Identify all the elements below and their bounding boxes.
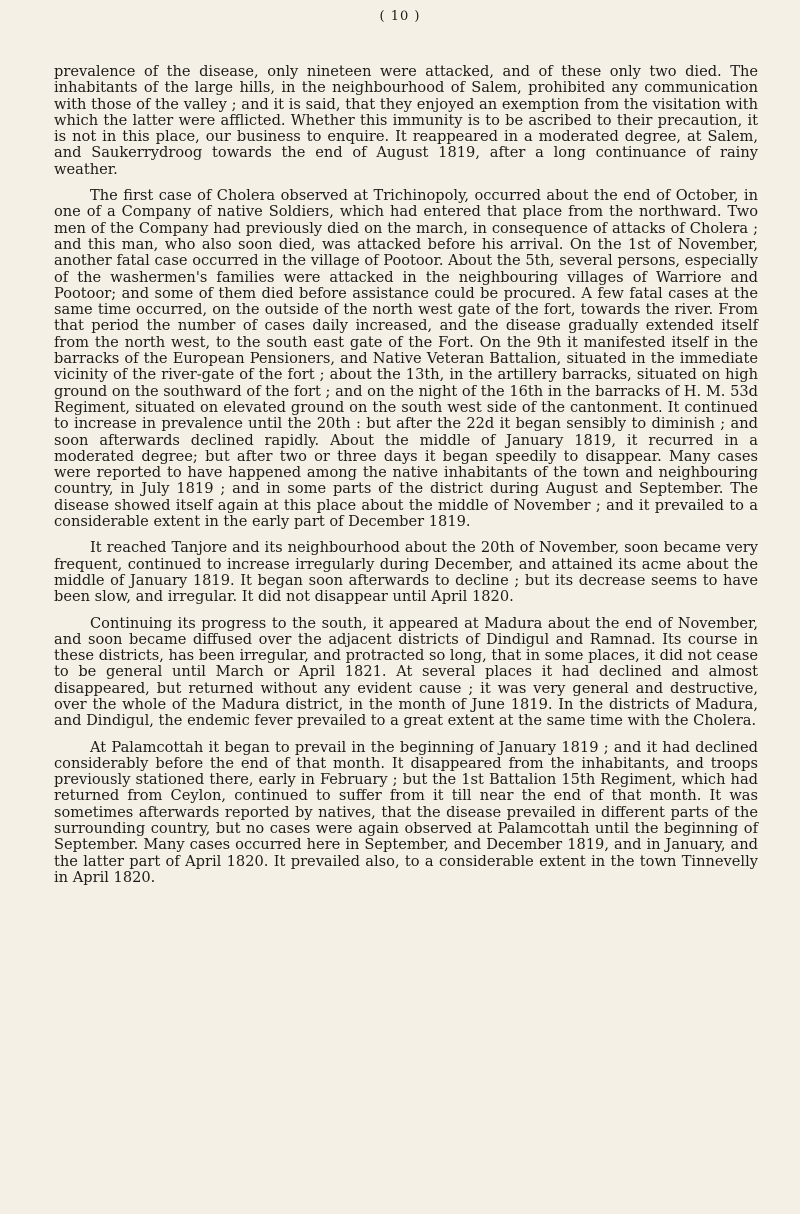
paragraph-madura: Continuing its progress to the south, it appeared at Madura about the end of November, and soon became diffused over the adjacent districts of Dindigul and Ramnad. Its course in these districts, has been irregular, and protracted so long, that in some places, it did not cease to be general until March or April 1821. At several places it had declined and almost disappeared, but returned without any evident cause ; it was very general and destructive, over the whole of the Madura district, in the month of June 1819. In the districts of Madura, and Dindigul, the endemic fever prevailed to a great extent at the same time with the Cholera.: [54, 614, 758, 730]
paragraph-tanjore: It reached Tanjore and its neighbourhood about the 20th of November, soon became very frequent, continued to increase irregularly during December, and attained its acme about the middle of January 1819. It began soon afterwards to decline ; but its decrease seems to have been slow, and irregular. It did not disappear until April 1820.: [54, 539, 758, 606]
paragraph-palamcottah: At Palamcottah it began to prevail in the beginning of January 1819 ; and it had declined considerably before the end of that month. It disappeared from the inhabitants, and troops previously stationed there, early in February ; but the 1st Battalion 15th Regiment, which had returned from Ceylon, continued to suffer from it till near the end of that month. It was sometimes afterwards reported by natives, that the disease prevailed in different parts of the surrounding country, but no cases were again observed at Palamcottah until the beginning of September. Many cases occurred here in September, and December 1819, and in January, and the latter part of April 1820. It prevailed also, to a considerable extent in the town Tinnevelly in April 1820.: [54, 738, 758, 886]
paragraph-trichinopoly: The first case of Cholera observed at Trichinopoly, occurred about the end of October, in one of a Company of native Soldiers, which had entered that place from the northward. Two men of the Company had previously died on the march, in consequence of attacks of Cholera ; and this man, who also soon died, was attacked before his arrival. On the 1st of November, another fatal case occurred in the village of Pootoor. About the 5th, several persons, especially of the washermen's families were attacked in the neighbouring villages of Warriore and Pootoor; and some of them died before assistance could be procured. A few fatal cases at the same time occurred, on the outside of the north west gate of the fort, towards the river. From that period the number of cases daily increased, and the disease gradually extended itself from the north west, to the south east gate of the Fort. On the 9th it manifested itself in the barracks of the European Pensioners, and Native Veteran Battalion, situated in the immediate vicinity of the river-gate of the fort ; about the 13th, in the artillery barracks, situated on high ground on the southward of the fort ; and on the night of the 16th in the barracks of H. M. 53d Regiment, situated on elevated ground on the south west side of the cantonment. It continued to increase in prevalence until the 20th : but after the 22d it began sensibly to diminish ; and soon afterwards declined rapidly. About the middle of January 1819, it recurred in a moderated degree; but after two or three days it began speedily to disappear. Many cases were reported to have happened among the native inhabitants of the town and neighbouring country, in July 1819 ; and in some parts of the district during August and September. The disease showed itself again at this place about the middle of November ; and it prevailed to a considerable extent in the early part of December 1819.: [54, 187, 758, 531]
body-text: [54, 64, 758, 896]
page-number: ( 10 ): [379, 9, 421, 24]
paragraph-salem: prevalence of the disease, only nineteen were attacked, and of these only two died. The inhabitants of the large hills, in the neighbourhood of Salem, prohibited any communication with those of the valley ; and it is said, that they enjoyed an exemption from the visitation with which the latter were afflicted. Whether this immunity is to be ascribed to their precaution, it is not in this place, our business to enquire. It reappeared in a moderated degree, at Salem, and Saukerrydroog towards the end of August 1819, after a long continuance of rainy weather.: [54, 63, 758, 178]
